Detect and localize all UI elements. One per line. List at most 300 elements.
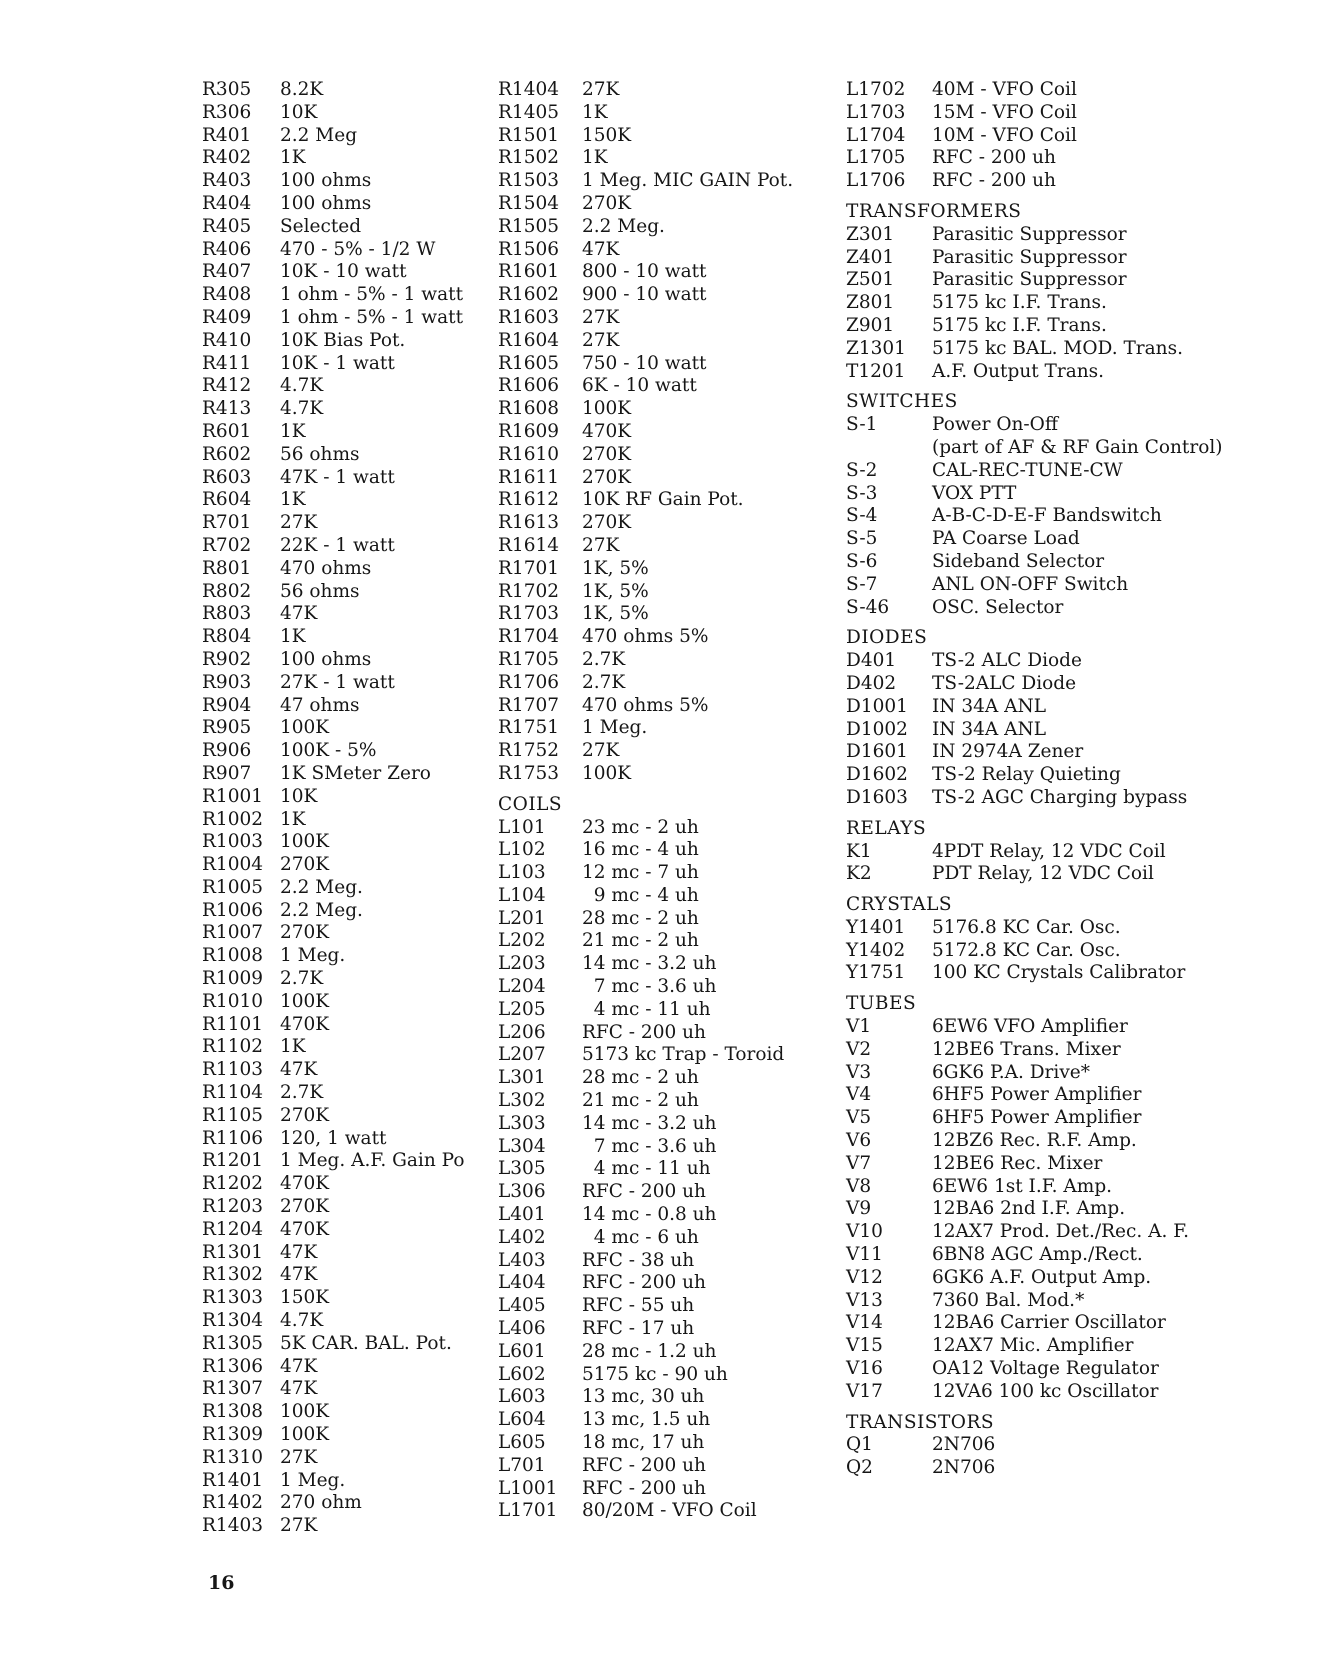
column-resistors-2-coils bbox=[498, 79, 828, 1523]
part-value: 270K bbox=[280, 854, 330, 876]
part-row bbox=[202, 1401, 492, 1424]
section-heading-tubes: TUBES bbox=[846, 993, 917, 1015]
part-row bbox=[498, 1022, 828, 1045]
part-row bbox=[498, 512, 828, 535]
part-value: 5173 kc Trap - Toroid bbox=[582, 1044, 785, 1066]
part-row bbox=[846, 125, 1286, 148]
part-value: RFC - 17 uh bbox=[582, 1318, 695, 1340]
part-value: 470K bbox=[280, 1173, 330, 1195]
part-code: R1705 bbox=[498, 648, 560, 670]
part-code: R1701 bbox=[498, 557, 560, 579]
part-value: OSC. Selector bbox=[932, 596, 1064, 618]
part-value: 100K - 5% bbox=[280, 740, 377, 762]
part-row bbox=[202, 581, 492, 604]
part-value: 6GK6 A.F. Output Amp. bbox=[932, 1266, 1152, 1288]
part-value: (part of AF & RF Gain Control) bbox=[932, 436, 1223, 458]
part-code: S-46 bbox=[846, 596, 890, 618]
part-row bbox=[498, 862, 828, 885]
part-row bbox=[202, 945, 492, 968]
part-value: 47K bbox=[582, 238, 620, 260]
part-code: V3 bbox=[846, 1061, 872, 1083]
part-row bbox=[202, 1059, 492, 1082]
part-value: 80/20M - VFO Coil bbox=[582, 1500, 757, 1522]
part-row bbox=[846, 574, 1286, 597]
part-row bbox=[846, 719, 1286, 742]
part-row bbox=[202, 421, 492, 444]
part-value: Power On-Off bbox=[932, 414, 1058, 436]
part-row bbox=[498, 375, 828, 398]
part-value: RFC - 55 uh bbox=[582, 1295, 695, 1317]
part-value: 1 Meg. A.F. Gain Po bbox=[280, 1150, 465, 1172]
part-code: S-5 bbox=[846, 528, 878, 550]
part-value: 47K bbox=[280, 1355, 318, 1377]
part-code: Z301 bbox=[846, 223, 895, 245]
part-code: R1304 bbox=[202, 1310, 264, 1332]
part-value: 1K, 5% bbox=[582, 580, 649, 602]
coil-list bbox=[498, 817, 828, 1524]
part-row bbox=[498, 1250, 828, 1273]
part-row bbox=[498, 1136, 828, 1159]
part-code: R1305 bbox=[202, 1332, 264, 1354]
part-code: R1752 bbox=[498, 740, 560, 762]
part-row bbox=[498, 1455, 828, 1478]
part-value: 5K CAR. BAL. Pot. bbox=[280, 1332, 452, 1354]
part-value: 12AX7 Prod. Det./Rec. A. F. bbox=[932, 1221, 1190, 1243]
part-row bbox=[498, 817, 828, 840]
part-row bbox=[498, 421, 828, 444]
part-row bbox=[846, 102, 1286, 125]
part-value: 1 ohm - 5% - 1 watt bbox=[280, 306, 464, 328]
part-row bbox=[846, 528, 1286, 551]
part-row bbox=[202, 763, 492, 786]
part-row bbox=[846, 597, 1286, 620]
part-code: L402 bbox=[498, 1226, 546, 1248]
part-value: 2.7K bbox=[280, 968, 324, 990]
part-code: V9 bbox=[846, 1198, 872, 1220]
part-row bbox=[846, 1381, 1286, 1404]
part-code: R402 bbox=[202, 147, 252, 169]
switch-list bbox=[846, 414, 1286, 619]
part-row bbox=[846, 1457, 1286, 1480]
part-row bbox=[202, 1287, 492, 1310]
part-code: V16 bbox=[846, 1358, 883, 1380]
part-code: Z801 bbox=[846, 292, 895, 314]
part-code: R403 bbox=[202, 170, 252, 192]
part-value: 6EW6 VFO Amplifier bbox=[932, 1016, 1128, 1038]
part-row bbox=[498, 79, 828, 102]
part-row bbox=[202, 170, 492, 193]
part-row bbox=[202, 1333, 492, 1356]
part-row bbox=[202, 968, 492, 991]
part-row bbox=[202, 1196, 492, 1219]
part-row bbox=[498, 444, 828, 467]
part-value: 10K - 10 watt bbox=[280, 261, 407, 283]
part-row bbox=[498, 125, 828, 148]
part-value: 10K bbox=[280, 101, 318, 123]
part-value: 5176.8 KC Car. Osc. bbox=[932, 916, 1121, 938]
part-value: 2.2 Meg. bbox=[582, 215, 665, 237]
part-row bbox=[498, 239, 828, 262]
part-code: V8 bbox=[846, 1175, 872, 1197]
part-code: R1003 bbox=[202, 831, 264, 853]
part-value: 27K bbox=[582, 534, 620, 556]
part-value: 27K bbox=[582, 740, 620, 762]
part-value: RFC - 200 uh bbox=[582, 1181, 706, 1203]
part-value: 4.7K bbox=[280, 375, 324, 397]
part-row bbox=[846, 863, 1286, 886]
part-row bbox=[498, 284, 828, 307]
part-row bbox=[202, 147, 492, 170]
part-value: 470 - 5% - 1/2 W bbox=[280, 238, 436, 260]
part-code: L605 bbox=[498, 1432, 546, 1454]
part-row bbox=[846, 650, 1286, 673]
part-code: R603 bbox=[202, 466, 252, 488]
part-code: R1008 bbox=[202, 945, 264, 967]
part-value: 100K bbox=[582, 762, 632, 784]
part-row bbox=[498, 261, 828, 284]
part-row bbox=[202, 1264, 492, 1287]
part-code: L1702 bbox=[846, 79, 906, 100]
resistor-list bbox=[202, 79, 492, 1538]
part-row bbox=[202, 1105, 492, 1128]
part-code: R905 bbox=[202, 717, 252, 739]
part-row bbox=[202, 375, 492, 398]
part-row bbox=[202, 854, 492, 877]
part-value: 470K bbox=[582, 420, 632, 442]
part-row bbox=[202, 1014, 492, 1037]
part-code: R1204 bbox=[202, 1218, 264, 1240]
part-code: Q2 bbox=[846, 1457, 873, 1479]
part-code: L306 bbox=[498, 1181, 546, 1203]
part-row bbox=[498, 1295, 828, 1318]
part-row bbox=[202, 1515, 492, 1538]
part-value: 22K - 1 watt bbox=[280, 534, 395, 556]
part-row bbox=[498, 1044, 828, 1067]
part-code: R1704 bbox=[498, 626, 560, 648]
transformer-list bbox=[846, 224, 1286, 384]
part-value: 100K bbox=[280, 990, 330, 1012]
part-code: S-1 bbox=[846, 414, 878, 436]
part-value: 8.2K bbox=[280, 79, 324, 100]
part-row bbox=[202, 79, 492, 102]
part-value: TS-2 Relay Quieting bbox=[932, 764, 1121, 786]
part-row bbox=[202, 512, 492, 535]
part-value: 10K bbox=[280, 785, 318, 807]
part-code: D402 bbox=[846, 672, 897, 694]
part-row bbox=[498, 170, 828, 193]
part-code: R1604 bbox=[498, 329, 560, 351]
part-value: 120, 1 watt bbox=[280, 1127, 387, 1149]
part-row bbox=[202, 216, 492, 239]
part-row bbox=[498, 930, 828, 953]
part-value: 27K bbox=[582, 306, 620, 328]
part-row bbox=[498, 1204, 828, 1227]
part-code: R1102 bbox=[202, 1036, 264, 1058]
part-value: 900 - 10 watt bbox=[582, 284, 707, 306]
part-row bbox=[498, 216, 828, 239]
part-value: RFC - 200 uh bbox=[582, 1477, 706, 1499]
relay-list bbox=[846, 841, 1286, 887]
part-code: R407 bbox=[202, 261, 252, 283]
part-value: 13 mc, 1.5 uh bbox=[582, 1409, 711, 1431]
part-row bbox=[498, 1227, 828, 1250]
part-code: R411 bbox=[202, 352, 252, 374]
part-row bbox=[202, 1173, 492, 1196]
part-row bbox=[202, 900, 492, 923]
part-row bbox=[202, 1242, 492, 1265]
part-code: L101 bbox=[498, 816, 546, 838]
part-code: R1106 bbox=[202, 1127, 264, 1149]
part-row bbox=[846, 414, 1286, 437]
part-code: R1104 bbox=[202, 1082, 264, 1104]
page-number: 16 bbox=[208, 1572, 235, 1594]
part-row bbox=[202, 444, 492, 467]
part-code: R1302 bbox=[202, 1264, 264, 1286]
part-row bbox=[846, 673, 1286, 696]
part-row bbox=[498, 307, 828, 330]
part-value: 1K bbox=[280, 420, 306, 442]
part-row bbox=[846, 962, 1286, 985]
part-code: R1402 bbox=[202, 1492, 264, 1514]
part-value: 10K Bias Pot. bbox=[280, 329, 406, 351]
part-row bbox=[498, 1478, 828, 1501]
part-value: 6GK6 P.A. Drive* bbox=[932, 1061, 1090, 1083]
part-code: L604 bbox=[498, 1409, 546, 1431]
part-code: S-2 bbox=[846, 459, 878, 481]
part-row bbox=[498, 1090, 828, 1113]
part-value: 9 mc - 4 uh bbox=[582, 884, 699, 906]
part-code: R1504 bbox=[498, 192, 560, 214]
part-value: 2.7K bbox=[582, 648, 626, 670]
part-value: IN 2974A Zener bbox=[932, 741, 1084, 763]
part-code: R1503 bbox=[498, 170, 560, 192]
part-value: PA Coarse Load bbox=[932, 528, 1080, 550]
diode-list bbox=[846, 650, 1286, 810]
part-value: 1K bbox=[582, 101, 608, 123]
part-value: 1K bbox=[582, 147, 608, 169]
part-value: 10K - 1 watt bbox=[280, 352, 395, 374]
part-row bbox=[498, 581, 828, 604]
part-code: D1601 bbox=[846, 741, 908, 763]
part-value: 7 mc - 3.6 uh bbox=[582, 1135, 717, 1157]
part-row bbox=[498, 353, 828, 376]
part-code: R408 bbox=[202, 284, 252, 306]
part-code: R1608 bbox=[498, 398, 560, 420]
part-value: TS-2ALC Diode bbox=[932, 672, 1077, 694]
part-code: R1308 bbox=[202, 1401, 264, 1423]
part-row bbox=[202, 535, 492, 558]
part-value: 21 mc - 2 uh bbox=[582, 1090, 699, 1112]
part-value: 470 ohms 5% bbox=[582, 626, 709, 648]
part-row bbox=[846, 460, 1286, 483]
column-parts bbox=[846, 79, 1286, 1480]
part-row bbox=[498, 626, 828, 649]
part-code: R1203 bbox=[202, 1196, 264, 1218]
part-code: L301 bbox=[498, 1067, 546, 1089]
part-code: R1201 bbox=[202, 1150, 264, 1172]
part-row bbox=[846, 483, 1286, 506]
part-value: 16 mc - 4 uh bbox=[582, 839, 699, 861]
part-row bbox=[846, 505, 1286, 528]
part-value: Selected bbox=[280, 215, 362, 237]
part-row bbox=[202, 877, 492, 900]
part-code: R1502 bbox=[498, 147, 560, 169]
part-row bbox=[498, 1409, 828, 1432]
part-value: 28 mc - 1.2 uh bbox=[582, 1340, 717, 1362]
part-row bbox=[846, 1221, 1286, 1244]
part-value: 6EW6 1st I.F. Amp. bbox=[932, 1175, 1113, 1197]
part-row bbox=[202, 125, 492, 148]
part-code: R305 bbox=[202, 79, 252, 100]
part-code: Y1751 bbox=[846, 962, 906, 984]
part-value: Parasitic Suppressor bbox=[932, 246, 1127, 268]
part-value: 4.7K bbox=[280, 398, 324, 420]
part-row bbox=[846, 1290, 1286, 1313]
part-value: IN 34A ANL bbox=[932, 695, 1046, 717]
part-code: L1701 bbox=[498, 1500, 558, 1522]
part-row bbox=[202, 284, 492, 307]
part-row bbox=[202, 353, 492, 376]
part-value: 56 ohms bbox=[280, 443, 360, 465]
part-code: V12 bbox=[846, 1266, 883, 1288]
part-code: V4 bbox=[846, 1084, 872, 1106]
part-value: 800 - 10 watt bbox=[582, 261, 707, 283]
part-value: 27K bbox=[582, 79, 620, 100]
part-row bbox=[498, 976, 828, 999]
part-code: V7 bbox=[846, 1152, 872, 1174]
part-row bbox=[202, 740, 492, 763]
part-value: 100 KC Crystals Calibrator bbox=[932, 962, 1186, 984]
part-code: R1505 bbox=[498, 215, 560, 237]
part-value: RFC - 38 uh bbox=[582, 1249, 695, 1271]
part-code: Z501 bbox=[846, 269, 895, 291]
part-code: R1404 bbox=[498, 79, 560, 100]
part-code: L1706 bbox=[846, 170, 906, 192]
part-code bbox=[846, 437, 932, 460]
part-value: 21 mc - 2 uh bbox=[582, 930, 699, 952]
part-code: L303 bbox=[498, 1112, 546, 1134]
part-code: R903 bbox=[202, 671, 252, 693]
part-code: L103 bbox=[498, 862, 546, 884]
part-code: R1307 bbox=[202, 1378, 264, 1400]
part-row bbox=[498, 695, 828, 718]
part-row bbox=[202, 1082, 492, 1105]
part-row bbox=[498, 558, 828, 581]
part-code: L102 bbox=[498, 839, 546, 861]
part-row bbox=[202, 717, 492, 740]
part-code: R1401 bbox=[202, 1469, 264, 1491]
part-value: 28 mc - 2 uh bbox=[582, 1067, 699, 1089]
part-value: 6HF5 Power Amplifier bbox=[932, 1084, 1142, 1106]
part-row bbox=[846, 1107, 1286, 1130]
part-code: L1001 bbox=[498, 1477, 558, 1499]
part-code: L405 bbox=[498, 1295, 546, 1317]
part-value: 2.2 Meg. bbox=[280, 899, 363, 921]
part-code: R1613 bbox=[498, 512, 560, 534]
part-code: D1603 bbox=[846, 786, 908, 808]
part-row bbox=[498, 999, 828, 1022]
part-value: 15M - VFO Coil bbox=[932, 101, 1077, 123]
part-code: R1309 bbox=[202, 1424, 264, 1446]
part-value: 56 ohms bbox=[280, 580, 360, 602]
part-row bbox=[202, 1447, 492, 1470]
part-row bbox=[846, 247, 1286, 270]
part-code: R1703 bbox=[498, 603, 560, 625]
part-code: L204 bbox=[498, 976, 546, 998]
part-code: R1010 bbox=[202, 990, 264, 1012]
part-value: 5172.8 KC Car. Osc. bbox=[932, 939, 1121, 961]
part-value: 270K bbox=[280, 1196, 330, 1218]
part-row bbox=[498, 1432, 828, 1455]
part-value: 14 mc - 0.8 uh bbox=[582, 1204, 717, 1226]
part-row bbox=[498, 763, 828, 786]
part-code: L602 bbox=[498, 1363, 546, 1385]
part-value: 1 ohm - 5% - 1 watt bbox=[280, 284, 464, 306]
part-code: R902 bbox=[202, 648, 252, 670]
part-code: R604 bbox=[202, 489, 252, 511]
part-value: 270K bbox=[582, 512, 632, 534]
part-value: 12BA6 Carrier Oscillator bbox=[932, 1312, 1166, 1334]
part-value: 100K bbox=[280, 717, 330, 739]
part-value: 750 - 10 watt bbox=[582, 352, 707, 374]
part-value: 47K bbox=[280, 1059, 318, 1081]
part-row bbox=[202, 1356, 492, 1379]
part-value: 27K - 1 watt bbox=[280, 671, 395, 693]
part-code: R1403 bbox=[202, 1515, 264, 1537]
part-value: 1K SMeter Zero bbox=[280, 762, 431, 784]
part-value: RFC - 200 uh bbox=[932, 170, 1056, 192]
part-code: R802 bbox=[202, 580, 252, 602]
part-row bbox=[846, 696, 1286, 719]
part-row bbox=[846, 1335, 1286, 1358]
part-row bbox=[202, 695, 492, 718]
part-code: R1702 bbox=[498, 580, 560, 602]
part-code: V14 bbox=[846, 1312, 883, 1334]
part-value: 4 mc - 6 uh bbox=[582, 1226, 699, 1248]
part-row bbox=[846, 79, 1286, 102]
part-code: L104 bbox=[498, 884, 546, 906]
part-value: 2.2 Meg bbox=[280, 124, 358, 146]
part-code: R801 bbox=[202, 557, 252, 579]
part-code: R1009 bbox=[202, 968, 264, 990]
part-row bbox=[498, 740, 828, 763]
part-code: R406 bbox=[202, 238, 252, 260]
part-row bbox=[846, 269, 1286, 292]
part-code: R1303 bbox=[202, 1287, 264, 1309]
part-row bbox=[202, 786, 492, 809]
part-value: 13 mc, 30 uh bbox=[582, 1386, 705, 1408]
part-value: Parasitic Suppressor bbox=[932, 223, 1127, 245]
part-row bbox=[846, 315, 1286, 338]
part-code: K1 bbox=[846, 840, 872, 862]
part-row bbox=[846, 764, 1286, 787]
part-row bbox=[498, 953, 828, 976]
part-row bbox=[846, 292, 1286, 315]
part-value: 40M - VFO Coil bbox=[932, 79, 1077, 100]
part-value: PDT Relay, 12 VDC Coil bbox=[932, 863, 1154, 885]
part-code: R804 bbox=[202, 626, 252, 648]
part-code: R702 bbox=[202, 534, 252, 556]
part-code: Z901 bbox=[846, 314, 895, 336]
part-value: 1K bbox=[280, 1036, 306, 1058]
part-code: R1606 bbox=[498, 375, 560, 397]
part-row bbox=[846, 1130, 1286, 1153]
column-resistors-1 bbox=[202, 79, 492, 1538]
part-row bbox=[498, 1181, 828, 1204]
part-code: R907 bbox=[202, 762, 252, 784]
part-code: R1610 bbox=[498, 443, 560, 465]
part-row bbox=[202, 831, 492, 854]
